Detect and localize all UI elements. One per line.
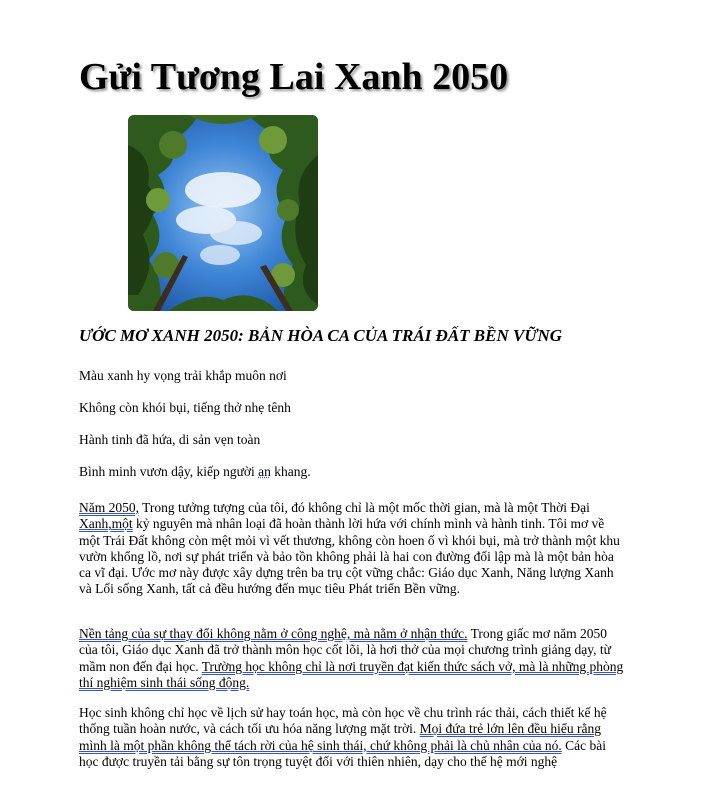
- poem-block: [79, 367, 639, 495]
- paragraph-2: [79, 626, 627, 691]
- poem-line-3: Hành tinh đã hứa, di sản vẹn toàn: [79, 432, 261, 447]
- grammar-marked-phrase: Nền tảng của sự thay đổi không nằm ở công nghệ, mà nằm ở nhận thức.: [79, 626, 468, 641]
- paragraph-3-text-a: Học sinh không chỉ học về lịch sử hay toán học, mà còn học về chu trình rác thải, cách thiết kế hệ thống tuần hoàn nước, và cách tối ưu hóa năng lượng mặt trời.: [79, 705, 607, 737]
- poem-line-4: [79, 463, 639, 481]
- grammar-marked-phrase: Trường học không chỉ là nơi truyền đạt kiến thức sách vở, mà là những phòng thí nghiệm sinh thái sống động.: [79, 658, 624, 690]
- document-subtitle: ƯỚC MƠ XANH 2050: BẢN HÒA CA CỦA TRÁI ĐẤT BỀN VỮNG: [79, 326, 563, 345]
- poem-line-1: Màu xanh hy vọng trải khắp muôn nơi: [79, 368, 287, 383]
- canopy-sky-photo: [128, 115, 318, 311]
- paragraph-3: [79, 705, 627, 770]
- poem-line-2: Không còn khói bụi, tiếng thở nhẹ tênh: [79, 400, 291, 415]
- paragraph-3-text-b: Các bài học được truyền tải bằng sự tôn trọng tuyệt đối với thiên nhiên, dạy cho thế hệ mới nghệ: [79, 737, 606, 769]
- grammar-marked-phrase: Năm 2050,: [79, 500, 139, 515]
- grammar-marked-phrase: Mọi đứa trẻ lớn lên đều hiểu rằng mình là một phần không thể tách rời của hệ sinh thái, chứ không phải là chủ nhân của nó.: [79, 721, 601, 753]
- grammar-marked-word: an: [258, 464, 271, 479]
- canopy-sky-image: [128, 115, 318, 311]
- poem-line-4-end: khang.: [270, 464, 311, 479]
- poem-line-4-start: Bình minh vươn dậy, kiếp người: [79, 464, 259, 479]
- grammar-marked-phrase: Xanh,một: [79, 516, 133, 532]
- document-title: Gửi Tương Lai Xanh 2050: [79, 56, 509, 98]
- paragraph-1-text-a: Trong tưởng tượng của tôi, đó không chỉ là một mốc thời gian, mà là một Thời Đại: [139, 500, 590, 515]
- paragraph-2-text-a: Trong giấc mơ năm 2050 của tôi, Giáo dục Xanh đã trở thành môn học cốt lõi, là hơi thở của mọi chương trình giảng dạy, từ mầm non đến đại học.: [79, 626, 611, 674]
- paragraph-1: [79, 500, 627, 598]
- paragraph-1-text-b: kỷ nguyên mà nhân loại đã hoàn thành lời hứa với chính mình và hành tinh. Tôi mơ về một Trái Đất không còn mệt mỏi vì vết thương, không còn hoen ố vì khói bụi, mà trở thành một khu vườn khổng lồ, nơi sự phát triển và bảo tồn không phải là hai con đường đối lập mà là một bản hòa ca vĩ đại. Ước mơ này được xây dựng trên ba trụ cột vững chắc: Giáo dục Xanh, Năng lượng Xanh và Lối sống Xanh, tất cả đều hướng đến mục tiêu Phát triển Bền vững.: [79, 516, 620, 597]
